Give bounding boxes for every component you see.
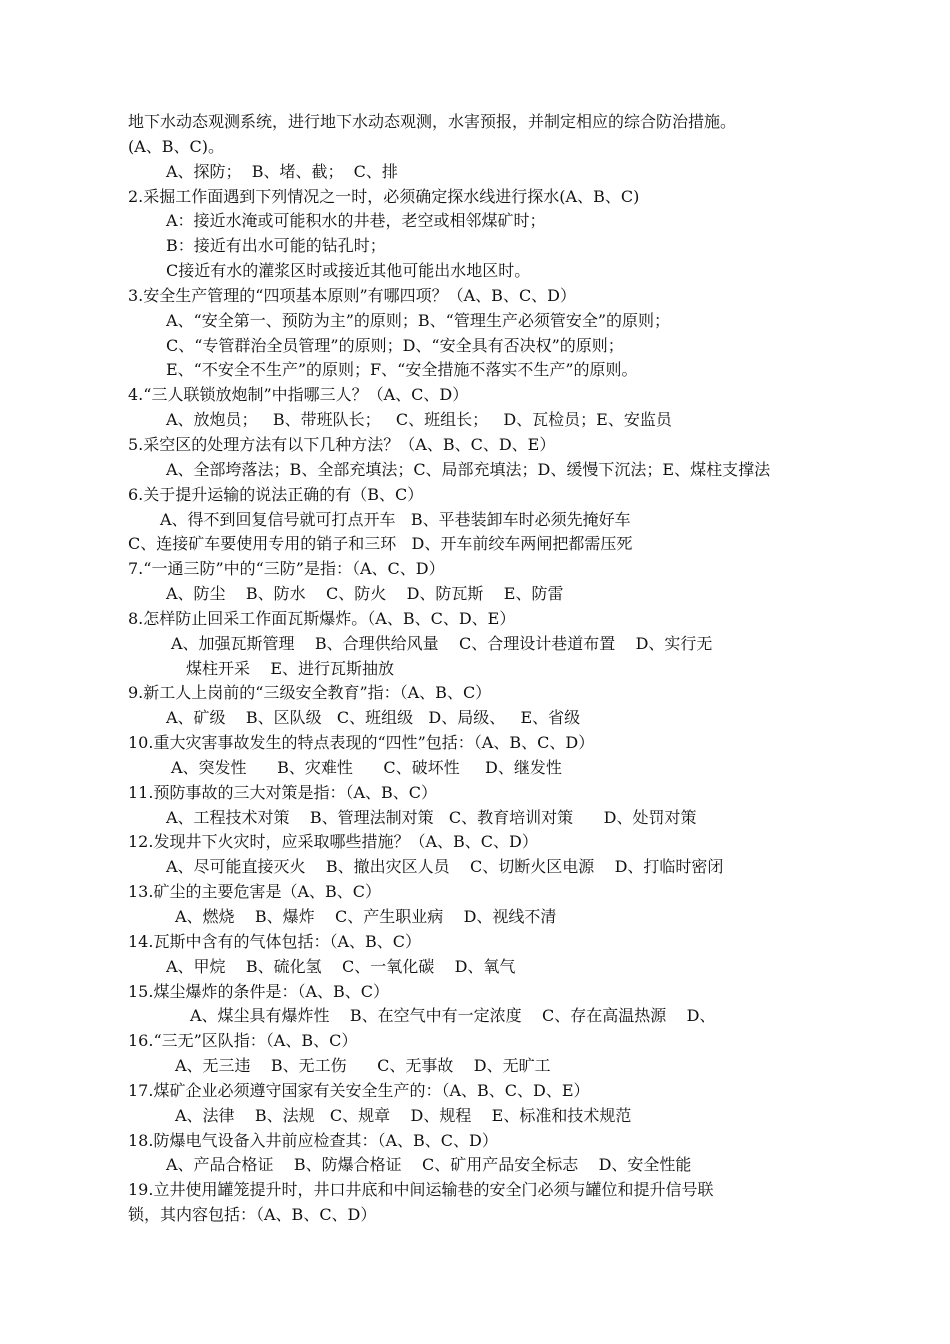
text-line: 11.预防事故的三大对策是指：（A、B、C） <box>128 782 438 802</box>
text-line: 7.“一通三防”中的“三防”是指：（A、C、D） <box>128 559 445 579</box>
text-line: 15.煤尘爆炸的条件是：（A、B、C） <box>128 981 390 1001</box>
text-line: A、甲烷 B、硫化氢 C、一氧化碳 D、氧气 <box>166 956 516 976</box>
text-line: A：接近水淹或可能积水的井巷，老空或相邻煤矿时； <box>166 211 546 231</box>
text-line: 3.安全生产管理的“四项基本原则”有哪四项？（A、B、C、D） <box>128 285 577 305</box>
text-line: 19.立井使用罐笼提升时，井口井底和中间运输巷的安全门必须与罐位和提升信号联 <box>128 1180 714 1200</box>
text-line: 16.“三无”区队指：（A、B、C） <box>128 1031 358 1051</box>
text-line: A、法律 B、法规 C、规章 D、规程 E、标准和技术规范 <box>175 1105 632 1125</box>
text-line: 5.采空区的处理方法有以下几种方法？（A、B、C、D、E） <box>128 434 556 454</box>
text-line: 17.煤矿企业必须遵守国家有关安全生产的：（A、B、C、D、E） <box>128 1080 590 1100</box>
text-line: C接近有水的灌浆区时或接近其他可能出水地区时。 <box>166 261 531 281</box>
text-line: 8.怎样防止回采工作面瓦斯爆炸。（A、B、C、D、E） <box>128 608 516 628</box>
text-line: A、加强瓦斯管理 B、合理供给风量 C、合理设计巷道布置 D、实行无 <box>171 633 713 653</box>
text-line: 12.发现井下火灾时，应采取哪些措施？（A、B、C、D） <box>128 832 538 852</box>
text-line: 14.瓦斯中含有的气体包括：（A、B、C） <box>128 931 422 951</box>
text-line: A、探防； B、堵、截； C、排 <box>166 161 398 181</box>
document-page <box>0 110 950 1228</box>
text-line: 10.重大灾害事故发生的特点表现的“四性”包括：（A、B、C、D） <box>128 733 595 753</box>
text-line: A、突发性 B、灾难性 C、破坏性 D、继发性 <box>171 757 562 777</box>
text-line: A、燃烧 B、爆炸 C、产生职业病 D、视线不清 <box>175 907 557 926</box>
text-line: A、防尘 B、防水 C、防火 D、防瓦斯 E、防雷 <box>166 584 564 604</box>
text-line: A、产品合格证 B、防爆合格证 C、矿用产品安全标志 D、安全性能 <box>166 1155 692 1175</box>
text-line: 锁，其内容包括：（A、B、C、D） <box>128 1205 377 1225</box>
text-line: 6.关于提升运输的说法正确的有（B、C） <box>128 484 424 504</box>
text-line: A、矿级 B、区队级 C、班组级 D、局级、 E、省级 <box>166 708 581 728</box>
text-line: A、工程技术对策 B、管理法制对策 C、教育培训对策 D、处罚对策 <box>166 807 697 827</box>
text-line: C、“专管群治全员管理”的原则；D、“安全具有否决权”的原则； <box>166 335 624 355</box>
text-line: A、无三违 B、无工伤 C、无事故 D、无旷工 <box>175 1056 551 1076</box>
text-line: E、“不安全不生产”的原则；F、“安全措施不落实不生产”的原则。 <box>166 360 638 380</box>
text-line: 4.“三人联锁放炮制”中指哪三人？（A、C、D） <box>128 385 469 405</box>
text-line: A、得不到回复信号就可打点开车 B、平巷装卸车时必须先掩好车 <box>160 509 631 529</box>
text-line: A、全部垮落法；B、全部充填法；C、局部充填法；D、缓慢下沉法；E、煤柱支撑法 <box>166 459 771 479</box>
text-line: (A、B、C)。 <box>128 136 225 156</box>
text-line: 地下水动态观测系统，进行地下水动态观测，水害预报，并制定相应的综合防治措施。 <box>128 112 737 131</box>
text-line: B：接近有出水可能的钻孔时； <box>166 236 386 256</box>
text-line: 18.防爆电气设备入井前应检查其：（A、B、C、D） <box>128 1130 498 1150</box>
text-line: A、煤尘具有爆炸性 B、在空气中有一定浓度 C、存在高温热源 D、 <box>190 1006 716 1026</box>
text-line: A、放炮员； B、带班队长； C、班组长； D、瓦检员；E、安监员 <box>166 410 672 430</box>
text-line: 9.新工人上岗前的“三级安全教育”指：（A、B、C） <box>128 683 492 703</box>
text-line: A、尽可能直接灭火 B、撤出灾区人员 C、切断火区电源 D、打临时密闭 <box>166 857 724 877</box>
text-line: 13.矿尘的主要危害是（A、B、C） <box>128 882 382 902</box>
text-line: 2.采掘工作面遇到下列情况之一时，必须确定探水线进行探水(A、B、C) <box>128 186 640 206</box>
text-line: C、连接矿车要使用专用的销子和三环 D、开车前绞车两闸把都需压死 <box>128 534 633 554</box>
text-line: 煤柱开采 E、进行瓦斯抽放 <box>186 658 395 678</box>
text-line: A、“安全第一、预防为主”的原则；B、“管理生产必须管安全”的原则； <box>166 310 671 330</box>
